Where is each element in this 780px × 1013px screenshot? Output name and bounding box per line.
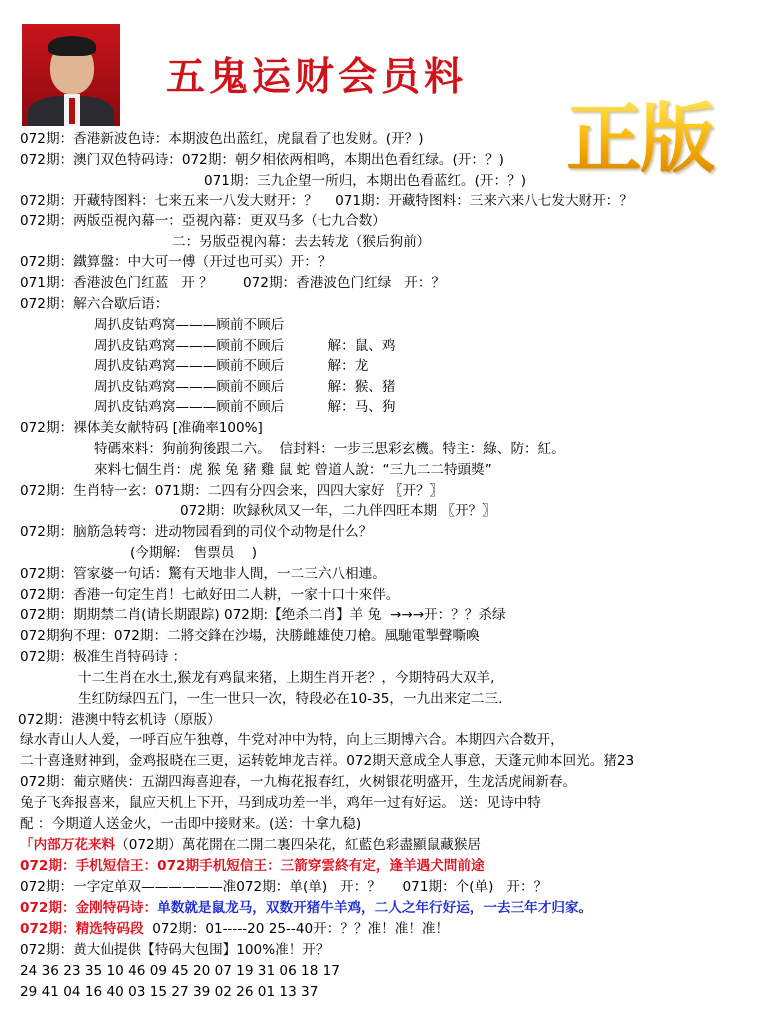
text-line: 周扒皮钻鸡窝———顾前不顾后 解：马、狗 xyxy=(94,399,396,415)
text-line: 兔子飞奔报喜来，鼠应天机上下开，马到成功差一半，鸡年一过有好运。 送：见诗中特 xyxy=(20,795,541,811)
text-line: 071期：香港波色门红蓝 开 ？ 072期：香港波色门红绿 开：？ xyxy=(20,275,446,291)
text-line: 072期：开藏特图料：七来五来一八发大财开：？ 071期：开藏特图料：三来六来八七发大财开：？ xyxy=(20,193,633,209)
text-line xyxy=(20,899,592,917)
text-line: 072期：管家婆一句话：驚有天地非人間，一二三六八相連。 xyxy=(20,566,386,582)
text-line: 周扒皮钻鸡窝———顾前不顾后 xyxy=(94,317,285,333)
text-line: 072期：极准生肖特码诗 ： xyxy=(20,649,187,665)
text-line: 周扒皮钻鸡窝———顾前不顾后 解：鼠、鸡 xyxy=(94,338,396,354)
text-segment: 072期：金刚特码诗： xyxy=(20,900,158,916)
text-line: 十二生肖在水土,猴龙有鸡鼠来猪，上期生肖开老？，今期特码大双羊, xyxy=(78,670,495,686)
text-line: 072期：葡京赌侠：五湖四海喜迎春，一九梅花报春红，火树银花明盛开，生龙活虎闹新春。 xyxy=(20,774,577,790)
text-line: (今期解: 售票员 ) xyxy=(130,545,257,561)
text-line: 二：另版亞視內幕：去去转龙（猴后狗前） xyxy=(172,234,431,250)
text-line: 配 ：今期道人送金火，一击即中接财来。(送：十拿九稳) xyxy=(20,816,362,832)
text-line: 周扒皮钻鸡窝———顾前不顾后 解：猴、猪 xyxy=(94,379,396,395)
text-line: 072期：香港一句定生肖！七畝好田二人耕，一家十口十來伴。 xyxy=(20,587,400,603)
text-line: 072期：鐵算盤：中大可一傅（开过也可买）开：？ xyxy=(20,254,332,270)
text-line: 072期：脑筋急转弯：进动物园看到的司仪个动物是什么？ xyxy=(20,524,373,540)
text-segment: 072期：01-----20 25--40开：？？准！准！准！ xyxy=(143,921,450,937)
text-line: 072期：生肖特一玄：071期：二四有分四会来，四四大家好 〖开？〗 xyxy=(20,483,444,499)
text-segment: （072期）萬花開在二開二裏四朵花，紅藍色彩盡顯鼠藏猴居 xyxy=(115,837,481,853)
text-line: 周扒皮钻鸡窝———顾前不顾后 解：龙 xyxy=(94,358,369,374)
authentic-badge: 正版 xyxy=(566,78,714,187)
text-line: 072期：香港新波色诗：本期波色出蓝红，虎鼠看了也发财。(开？) xyxy=(20,131,424,147)
text-line: 072期：一字定单双——————准072期：单(单) 开：？ 071期：个(单) 开：？ xyxy=(20,879,548,895)
text-line: 二十喜逢财神到，金鸡报晓在三更，运转乾坤龙吉祥。072期天意成全人事意，天蓬元帅本回光。猪23 xyxy=(20,753,635,769)
text-segment: 「内部万花来料 xyxy=(20,837,116,853)
portrait-photo xyxy=(22,24,120,126)
text-line: 072期：两版亞視內幕一：亞視內幕：更双马多（七九合数） xyxy=(20,213,386,229)
text-line: 072期：解六合歇后语： xyxy=(20,296,169,312)
text-line: 072期：期期禁二肖(请长期跟踪) 072期:【绝杀二肖】羊 兔 →→→开：？？杀绿 xyxy=(20,607,506,623)
text-line: 072期：港澳中特玄机诗（原版） xyxy=(18,712,221,728)
text-line xyxy=(20,920,449,938)
text-line xyxy=(20,836,481,854)
text-line: 24 36 23 35 10 46 09 45 20 07 19 31 06 18 17 xyxy=(20,963,340,979)
text-line: 072期狗不理：072期：二將交鋒在沙場，決勝雌雄使刀槍。風馳電掣聲嘶喚 xyxy=(20,628,480,644)
text-line: 生红防绿四五门，一生一世只一次，特段必在10-35，一九出来定二三. xyxy=(78,691,503,707)
text-line: 來料七個生肖：虎 猴 兔 豬 雞 鼠 蛇 曾道人說：“三九二二特頭獎” xyxy=(94,462,492,478)
text-line: 绿水青山人人爱，一呼百应午独尊，牛党对冲中为特，向上三期博六合。本期四六合数开， xyxy=(20,732,564,748)
text-line: 072期：手机短信王：072期手机短信王：三箭穿雲終有定，逢羊遇犬問前途 xyxy=(20,858,485,874)
page-title: 五鬼运财会员料 xyxy=(166,54,468,100)
text-line: 071期：三九企望一所归，本期出色看蓝红。(开：？) xyxy=(204,173,527,189)
text-line: 072期：黄大仙提供【特码大包围】100%准！开？ xyxy=(20,942,330,958)
text-segment: 单数就是鼠龙马，双数开猪牛羊鸡，二人之年行好运，一去三年才归家。 xyxy=(157,900,593,916)
text-line: 特碼來料：狗前狗後跟二六。 信封料：一步三思彩玄機。特主：綠、防：紅。 xyxy=(94,441,565,457)
text-line: 29 41 04 16 40 03 15 27 39 02 26 01 13 37 xyxy=(20,984,319,1000)
text-line: 072期：裸体美女献特码 [准确率100%] xyxy=(20,420,263,436)
text-line: 072期：澳门双色特码诗：072期：朝夕相依两相鸣，本期出色看红绿。(开：？) xyxy=(20,152,504,168)
text-line: 072期：吹録秋凤又一年，二九伴四旺本期 〖开？〗 xyxy=(180,503,496,519)
text-segment: 072期：精选特码段 xyxy=(20,921,144,937)
